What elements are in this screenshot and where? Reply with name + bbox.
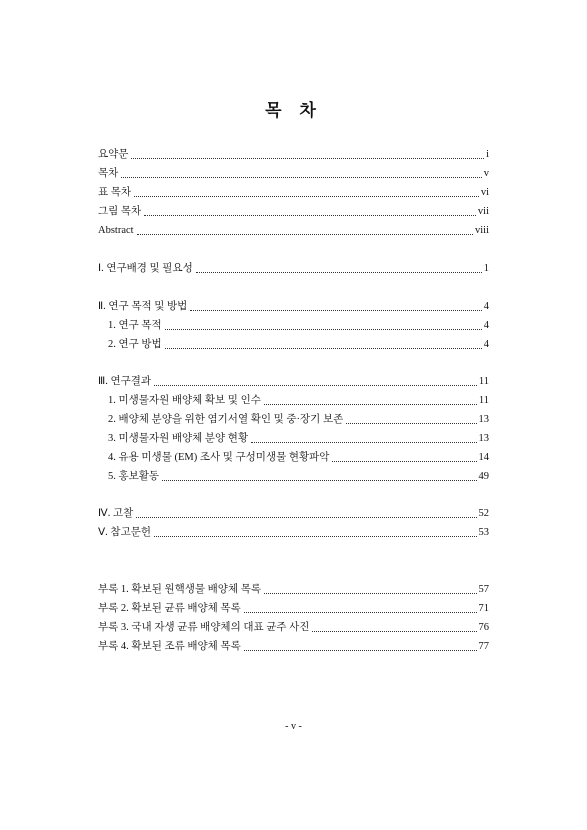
toc-entry-page: 11	[478, 395, 489, 406]
toc-entry-label: 부록 1. 확보된 원핵생물 배양체 목록	[98, 584, 262, 595]
toc-leader	[136, 517, 476, 518]
toc-entry-label: 1. 연구 목적	[108, 320, 162, 331]
toc-appendix-4[interactable]	[98, 640, 489, 654]
toc-entry-page: 57	[478, 584, 489, 595]
toc-entry-summary[interactable]	[98, 148, 489, 162]
toc-entry-page: vii	[477, 206, 489, 217]
toc-entry-abstract[interactable]	[98, 224, 489, 238]
toc-leader	[244, 612, 477, 613]
toc-entry-page: 1	[483, 263, 489, 274]
toc-leader	[346, 423, 476, 424]
toc-entry-table-list[interactable]	[98, 186, 489, 200]
toc-entry-page: 77	[478, 641, 489, 652]
toc-entry-label: Ⅱ. 연구 목적 및 방법	[98, 301, 188, 312]
toc-chapter-1[interactable]	[98, 262, 489, 276]
toc-entry-label: 부록 4. 확보된 조류 배양체 목록	[98, 641, 241, 652]
toc-entry-label: 5. 홍보활동	[108, 471, 160, 482]
toc-entry-page: 11	[478, 376, 489, 387]
toc-chapter-3[interactable]	[98, 375, 489, 389]
toc-entry-page: viii	[474, 225, 489, 236]
toc-entry-label: 목차	[98, 168, 119, 179]
toc-entry-page: 13	[478, 414, 489, 425]
toc-chapter-4[interactable]	[98, 507, 489, 521]
toc-entry-label: 표 목차	[98, 187, 132, 198]
toc-leader	[134, 196, 479, 197]
toc-entry-label: Ⅰ. 연구배경 및 필요성	[98, 263, 193, 274]
toc-entry-page: 13	[478, 433, 489, 444]
toc-entry-page: 49	[478, 471, 489, 482]
toc-leader	[312, 631, 476, 632]
toc-entry-page: 4	[483, 339, 489, 350]
toc-leader	[144, 215, 476, 216]
toc-entry-label: 부록 2. 확보된 균류 배양체 목록	[98, 603, 241, 614]
toc-entry-contents[interactable]	[98, 167, 489, 181]
toc-entry-label: Abstract	[98, 225, 134, 236]
toc-leader	[190, 310, 481, 311]
toc-entry-label: 2. 연구 방법	[108, 339, 162, 350]
toc-entry-page: 71	[478, 603, 489, 614]
toc-section-3-3[interactable]	[108, 432, 489, 446]
toc-leader	[121, 177, 481, 178]
toc-leader	[196, 272, 482, 273]
toc-entry-label: Ⅴ. 참고문헌	[98, 527, 152, 538]
toc-appendix-2[interactable]	[98, 602, 489, 616]
toc-leader	[264, 593, 476, 594]
toc-entry-figure-list[interactable]	[98, 205, 489, 219]
toc-leader	[131, 158, 484, 159]
toc-entry-page: 14	[478, 452, 489, 463]
toc-section-3-1[interactable]	[108, 394, 489, 408]
toc-leader	[137, 234, 473, 235]
toc-entry-page: i	[486, 149, 489, 160]
toc-entry-page: v	[483, 168, 489, 179]
toc-entry-label: 그림 목차	[98, 206, 142, 217]
toc-entry-page: 76	[478, 622, 489, 633]
toc-leader	[264, 404, 477, 405]
toc-leader	[154, 536, 476, 537]
toc-leader	[165, 348, 482, 349]
toc-entry-page: 4	[483, 320, 489, 331]
toc-entry-label: 1. 미생물자원 배양체 확보 및 인수	[108, 395, 261, 406]
toc-entry-page: 53	[478, 527, 489, 538]
toc-section-2-2[interactable]	[108, 338, 489, 352]
toc-entry-label: 4. 유용 미생물 (EM) 조사 및 구성미생물 현황파악	[108, 452, 330, 463]
toc-entry-label: Ⅲ. 연구결과	[98, 376, 152, 387]
toc-chapter-2[interactable]	[98, 300, 489, 314]
toc-section-3-5[interactable]	[108, 470, 489, 484]
toc-leader	[162, 480, 476, 481]
toc-entry-page: vi	[480, 187, 489, 198]
toc-entry-label: 3. 미생물자원 배양체 분양 현황	[108, 433, 249, 444]
toc-entry-label: Ⅳ. 고찰	[98, 508, 134, 519]
toc-entry-page: 52	[478, 508, 489, 519]
toc-leader	[332, 461, 476, 462]
toc-section-3-4[interactable]	[108, 451, 489, 465]
toc-entry-label: 부록 3. 국내 자생 균류 배양체의 대표 균주 사진	[98, 622, 310, 633]
page-title: 목 차	[265, 101, 322, 121]
toc-appendix-3[interactable]	[98, 621, 489, 635]
toc-leader	[165, 329, 482, 330]
page-number-footer: - v -	[285, 721, 302, 732]
toc-leader	[244, 650, 477, 651]
toc-entry-label: 2. 배양체 분양을 위한 염기서열 확인 및 중·장기 보존	[108, 414, 344, 425]
toc-leader	[251, 442, 476, 443]
toc-entry-page: 4	[483, 301, 489, 312]
toc-section-3-2[interactable]	[108, 413, 489, 427]
toc-entry-label: 요약문	[98, 149, 129, 160]
toc-leader	[154, 385, 477, 386]
toc-appendix-1[interactable]	[98, 583, 489, 597]
toc-chapter-5[interactable]	[98, 526, 489, 540]
toc-section-2-1[interactable]	[108, 319, 489, 333]
